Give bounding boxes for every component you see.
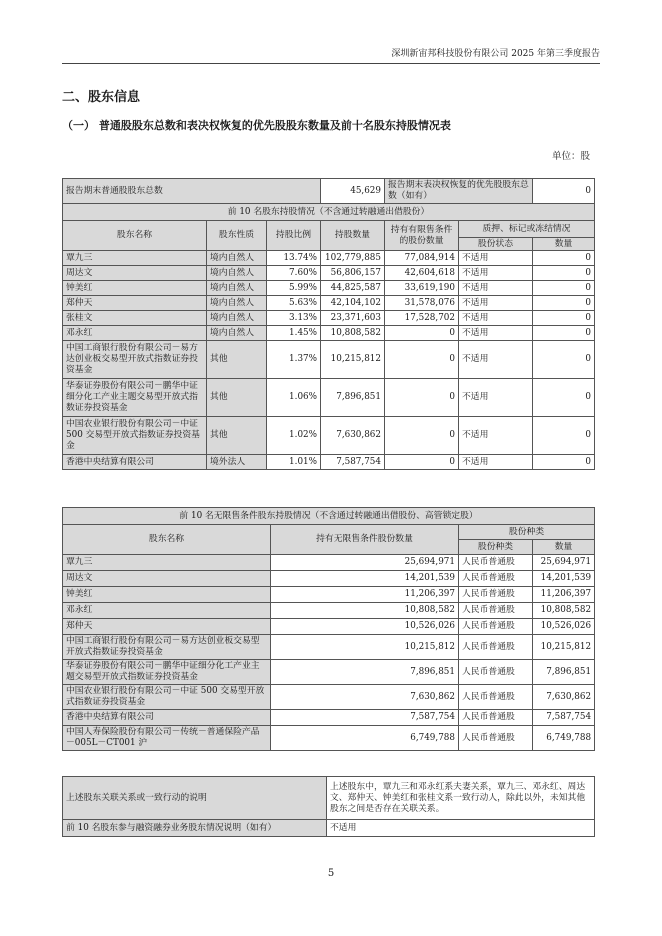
section-title: 二、股东信息 xyxy=(62,90,141,105)
col-header-ratio: 持股比例 xyxy=(267,221,321,251)
summary-row xyxy=(63,179,595,204)
col-header-name: 股东名称 xyxy=(63,525,271,555)
pledge-amount: 0 xyxy=(533,417,595,455)
share-type: 人民币普通股 xyxy=(459,603,533,619)
restricted-qty: 42,604,618 xyxy=(385,266,459,281)
col-header-pledge: 质押、标记或冻结情况 xyxy=(459,221,595,238)
unrestricted-qty: 10,808,582 xyxy=(271,603,459,619)
shareholder-nature: 境内自然人 xyxy=(207,281,267,296)
table-row xyxy=(63,311,595,326)
restricted-qty: 77,084,914 xyxy=(385,251,459,266)
shareholder-name: 邓永红 xyxy=(63,326,207,341)
margin-note-row xyxy=(63,820,595,837)
restricted-qty: 31,578,076 xyxy=(385,296,459,311)
shareholder-name: 香港中央结算有限公司 xyxy=(63,710,271,726)
table-row xyxy=(63,619,595,635)
holding-qty: 56,806,157 xyxy=(321,266,385,281)
table-row xyxy=(63,660,595,685)
share-type: 人民币普通股 xyxy=(459,635,533,660)
report-title: 深圳新宙邦科技股份有限公司 2025 年第三季度报告 xyxy=(391,49,600,59)
holding-ratio: 1.02% xyxy=(267,417,321,455)
share-type: 人民币普通股 xyxy=(459,660,533,685)
unrestricted-qty: 14,201,539 xyxy=(271,571,459,587)
unrestricted-holders-table xyxy=(62,507,595,751)
shareholder-name: 钟美红 xyxy=(63,587,271,603)
unrestricted-qty: 11,206,397 xyxy=(271,587,459,603)
pref-holders-label: 报告期末表决权恢复的优先股股东总数（如有） xyxy=(385,179,533,204)
share-type: 人民币普通股 xyxy=(459,571,533,587)
holding-qty: 7,630,862 xyxy=(321,417,385,455)
table-row xyxy=(63,266,595,281)
pledge-amount: 0 xyxy=(533,455,595,470)
pledge-amount: 0 xyxy=(533,251,595,266)
shareholder-nature: 其他 xyxy=(207,417,267,455)
top10-caption: 前 10 名股东持股情况（不含通过转融通出借股份） xyxy=(63,204,595,221)
related-note-row xyxy=(63,777,595,820)
restricted-qty: 33,619,190 xyxy=(385,281,459,296)
pledge-status: 不适用 xyxy=(459,379,533,417)
table-row xyxy=(63,555,595,571)
shareholder-name: 周达文 xyxy=(63,266,207,281)
share-amount: 11,206,397 xyxy=(533,587,595,603)
share-amount: 7,630,862 xyxy=(533,685,595,710)
shareholder-name: 中国农业银行股份有限公司－中证 500 交易型开放式指数证券投资基金 xyxy=(63,685,271,710)
total-holders-label: 报告期末普通股股东总数 xyxy=(63,179,321,204)
pledge-status: 不适用 xyxy=(459,281,533,296)
share-type: 人民币普通股 xyxy=(459,685,533,710)
share-amount: 6,749,788 xyxy=(533,726,595,751)
pledge-status: 不适用 xyxy=(459,417,533,455)
table-row xyxy=(63,685,595,710)
restricted-qty: 0 xyxy=(385,455,459,470)
col-header-qty: 持股数量 xyxy=(321,221,385,251)
holding-qty: 7,587,754 xyxy=(321,455,385,470)
unrestricted-qty: 7,896,851 xyxy=(271,660,459,685)
restricted-qty: 0 xyxy=(385,341,459,379)
holding-qty: 10,808,582 xyxy=(321,326,385,341)
pledge-status: 不适用 xyxy=(459,296,533,311)
pledge-status: 不适用 xyxy=(459,455,533,470)
header-row xyxy=(63,525,595,540)
notes-table xyxy=(62,776,595,837)
holding-qty: 44,825,587 xyxy=(321,281,385,296)
margin-note-label: 前 10 名股东参与融资融券业务股东情况说明（如有） xyxy=(63,820,327,837)
table-row xyxy=(63,455,595,470)
col-header-type: 股份种类 xyxy=(459,540,533,555)
col-header-amount: 数量 xyxy=(533,238,595,251)
col-header-unrestricted-qty: 持有无限售条件股份数量 xyxy=(271,525,459,555)
restricted-qty: 0 xyxy=(385,379,459,417)
pledge-amount: 0 xyxy=(533,326,595,341)
restricted-qty: 17,528,702 xyxy=(385,311,459,326)
holding-ratio: 5.63% xyxy=(267,296,321,311)
shareholder-nature: 境内自然人 xyxy=(207,296,267,311)
shareholder-nature: 其他 xyxy=(207,379,267,417)
holding-qty: 7,896,851 xyxy=(321,379,385,417)
col-header-nature: 股东性质 xyxy=(207,221,267,251)
unrestricted-qty: 7,630,862 xyxy=(271,685,459,710)
holding-qty: 10,215,812 xyxy=(321,341,385,379)
shareholder-name: 华泰证券股份有限公司－鹏华中证细分化工产业主题交易型开放式指数证券投资基金 xyxy=(63,379,207,417)
share-type: 人民币普通股 xyxy=(459,726,533,751)
shareholder-name: 张桂文 xyxy=(63,311,207,326)
shareholder-nature: 境内自然人 xyxy=(207,311,267,326)
shareholder-name: 中国工商银行股份有限公司－易方达创业板交易型开放式指数证券投资基金 xyxy=(63,635,271,660)
shareholder-name: 郑仲天 xyxy=(63,619,271,635)
table-row xyxy=(63,251,595,266)
holding-ratio: 7.60% xyxy=(267,266,321,281)
holding-ratio: 13.74% xyxy=(267,251,321,266)
table-row xyxy=(63,603,595,619)
shareholder-name: 钟美红 xyxy=(63,281,207,296)
holding-qty: 42,104,102 xyxy=(321,296,385,311)
holding-ratio: 3.13% xyxy=(267,311,321,326)
related-note-label: 上述股东关联关系或一致行动的说明 xyxy=(63,777,327,820)
holding-ratio: 1.06% xyxy=(267,379,321,417)
shareholder-nature: 境外法人 xyxy=(207,455,267,470)
col-header-restricted: 持有有限售条件的股份数量 xyxy=(385,221,459,251)
unrestricted-qty: 10,526,026 xyxy=(271,619,459,635)
col-header-type-group: 股份种类 xyxy=(459,525,595,540)
pledge-status: 不适用 xyxy=(459,311,533,326)
col-header-name: 股东名称 xyxy=(63,221,207,251)
share-type: 人民币普通股 xyxy=(459,555,533,571)
margin-note-value: 不适用 xyxy=(327,820,595,837)
shareholder-name: 周达文 xyxy=(63,571,271,587)
pledge-amount: 0 xyxy=(533,281,595,296)
col-header-amount: 数量 xyxy=(533,540,595,555)
table-row xyxy=(63,379,595,417)
table-row xyxy=(63,341,595,379)
share-type: 人民币普通股 xyxy=(459,619,533,635)
shareholder-name: 邓永红 xyxy=(63,603,271,619)
unrestricted-qty: 7,587,754 xyxy=(271,710,459,726)
shareholder-name: 中国人寿保险股份有限公司－传统－普通保险产品－005L－CT001 沪 xyxy=(63,726,271,751)
pledge-amount: 0 xyxy=(533,296,595,311)
table-row xyxy=(63,587,595,603)
pledge-status: 不适用 xyxy=(459,251,533,266)
holding-ratio: 5.99% xyxy=(267,281,321,296)
share-type: 人民币普通股 xyxy=(459,710,533,726)
share-amount: 10,526,026 xyxy=(533,619,595,635)
shareholder-name: 中国农业银行股份有限公司－中证 500 交易型开放式指数证券投资基金 xyxy=(63,417,207,455)
shareholder-name: 覃九三 xyxy=(63,555,271,571)
shareholder-name: 郑仲天 xyxy=(63,296,207,311)
restricted-qty: 0 xyxy=(385,326,459,341)
holding-qty: 23,371,603 xyxy=(321,311,385,326)
pledge-amount: 0 xyxy=(533,341,595,379)
table-row xyxy=(63,571,595,587)
shareholder-nature: 其他 xyxy=(207,341,267,379)
shareholder-name: 中国工商银行股份有限公司－易方达创业板交易型开放式指数证券投资基金 xyxy=(63,341,207,379)
related-note-value: 上述股东中，覃九三和邓永红系夫妻关系，覃九三、邓永红、周达文、郑仲天、钟美红和张桂文系一致行动人，除此以外，未知其他股东之间是否存在关联关系。 xyxy=(327,777,595,820)
pledge-amount: 0 xyxy=(533,379,595,417)
shareholder-name: 覃九三 xyxy=(63,251,207,266)
share-amount: 10,808,582 xyxy=(533,603,595,619)
col-header-status: 股份状态 xyxy=(459,238,533,251)
holding-ratio: 1.45% xyxy=(267,326,321,341)
shareholder-name: 华泰证券股份有限公司－鹏华中证细分化工产业主题交易型开放式指数证券投资基金 xyxy=(63,660,271,685)
share-amount: 25,694,971 xyxy=(533,555,595,571)
unrestricted-qty: 10,215,812 xyxy=(271,635,459,660)
table-row xyxy=(63,326,595,341)
sub-title: （一） 普通股股东总数和表决权恢复的优先股股东数量及前十名股东持股情况表 xyxy=(62,119,451,132)
share-amount: 7,896,851 xyxy=(533,660,595,685)
pledge-status: 不适用 xyxy=(459,326,533,341)
unit-label: 单位：股 xyxy=(551,151,590,162)
table-row xyxy=(63,417,595,455)
restricted-qty: 0 xyxy=(385,417,459,455)
table-row xyxy=(63,281,595,296)
pref-holders-value: 0 xyxy=(533,179,595,204)
caption-row xyxy=(63,508,595,525)
unrestricted-qty: 6,749,788 xyxy=(271,726,459,751)
shareholder-nature: 境内自然人 xyxy=(207,266,267,281)
page-number: 5 xyxy=(327,868,335,879)
share-amount: 10,215,812 xyxy=(533,635,595,660)
header-row xyxy=(63,221,595,238)
top10-shareholders-table xyxy=(62,178,595,470)
total-holders-value: 45,629 xyxy=(321,179,385,204)
pledge-amount: 0 xyxy=(533,311,595,326)
unrestricted-qty: 25,694,971 xyxy=(271,555,459,571)
table-row xyxy=(63,726,595,751)
page-header xyxy=(62,46,600,64)
caption-row xyxy=(63,204,595,221)
pledge-status: 不适用 xyxy=(459,341,533,379)
holding-ratio: 1.37% xyxy=(267,341,321,379)
share-amount: 14,201,539 xyxy=(533,571,595,587)
shareholder-nature: 境内自然人 xyxy=(207,251,267,266)
share-type: 人民币普通股 xyxy=(459,587,533,603)
pledge-amount: 0 xyxy=(533,266,595,281)
unrestricted-caption: 前 10 名无限售条件股东持股情况（不含通过转融通出借股份、高管锁定股） xyxy=(63,508,595,525)
holding-qty: 102,779,885 xyxy=(321,251,385,266)
share-amount: 7,587,754 xyxy=(533,710,595,726)
pledge-status: 不适用 xyxy=(459,266,533,281)
table-row xyxy=(63,635,595,660)
holding-ratio: 1.01% xyxy=(267,455,321,470)
shareholder-nature: 境内自然人 xyxy=(207,326,267,341)
table-row xyxy=(63,296,595,311)
shareholder-name: 香港中央结算有限公司 xyxy=(63,455,207,470)
table-row xyxy=(63,710,595,726)
